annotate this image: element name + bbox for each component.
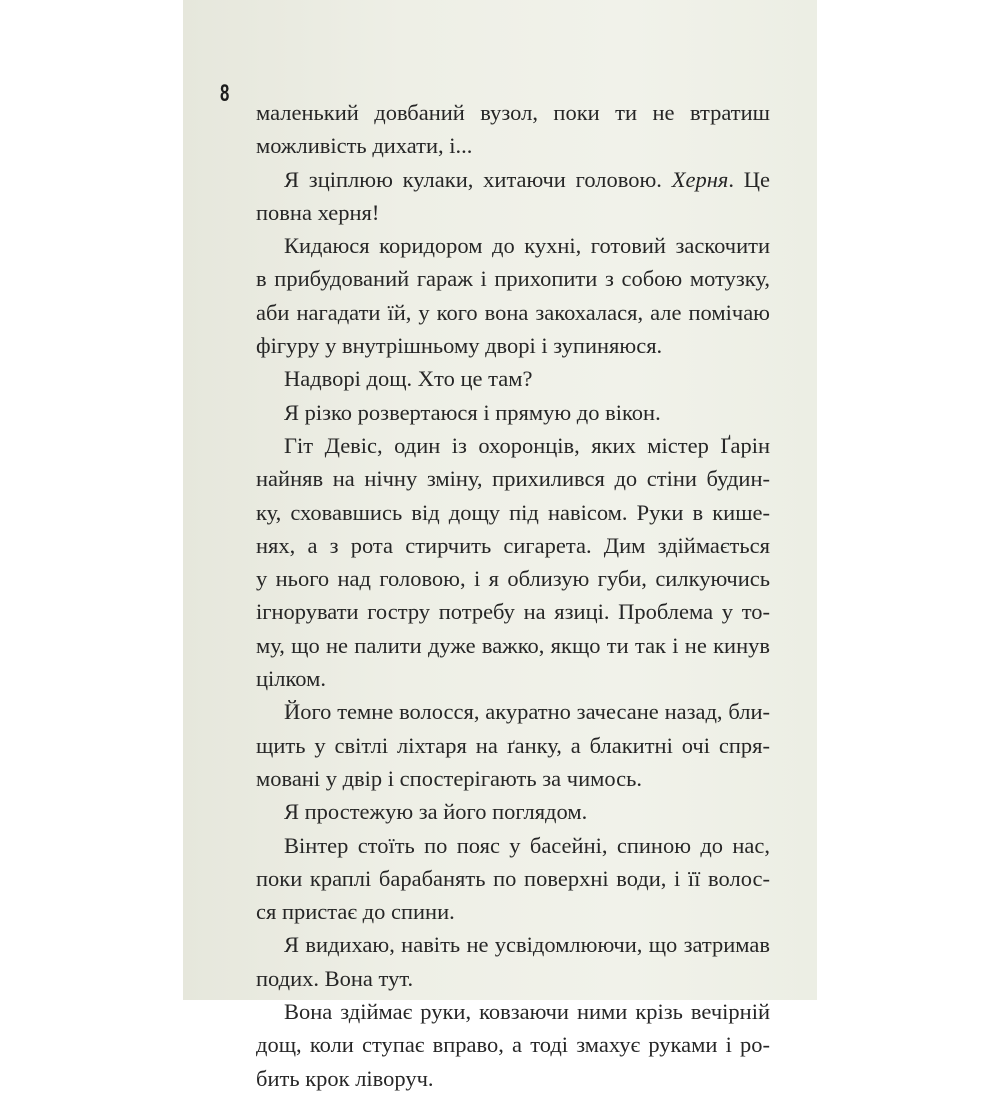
- text-line: Гіт Девіс, один із охоронців, яких містер Ґарін: [284, 432, 770, 458]
- text-line: щить у світлі ліхтаря на ґанку, а блакитні очі спря-: [256, 732, 770, 758]
- page-body-text: [256, 96, 770, 1095]
- text-line: у нього над головою, і я облизую губи, силкуючись: [256, 566, 770, 592]
- text-line: му, що не палити дуже важко, якщо ти так і не кинув: [256, 632, 770, 658]
- page-number: 8: [220, 80, 230, 107]
- text-line: фігуру у внутрішньому дворі і зупиняюся.: [256, 333, 663, 359]
- text-line: Я різко розвертаюся і прямую до вікон.: [284, 399, 661, 425]
- text-line: Надворі дощ. Хто це там?: [284, 366, 533, 392]
- text-line: мовані у двір і спостерігають за чимось.: [256, 765, 643, 791]
- text-line: Я зціплюю кулаки, хитаючи головою. Херня. Це: [284, 166, 770, 192]
- text-line: дощ, коли ступає вправо, а тоді змахує руками і ро-: [256, 1032, 770, 1058]
- text-line: бить крок ліворуч.: [256, 1065, 434, 1091]
- italic-word: Херня: [671, 166, 729, 192]
- text-line: Я простежую за його поглядом.: [284, 799, 588, 825]
- text-line: подих. Вона тут.: [256, 965, 414, 991]
- text-line: ку, сховавшись від дощу під навісом. Руки в кише-: [256, 499, 770, 525]
- text-line: Вінтер стоїть по пояс у басейні, спиною до нас,: [284, 832, 770, 858]
- text-line: поки краплі барабанять по поверхні води, і її волос-: [256, 865, 770, 891]
- text-line: можливість дихати, і...: [256, 133, 473, 159]
- text-line: найняв на нічну зміну, прихилився до стіни будин-: [256, 466, 770, 492]
- text-line: ся пристає до спини.: [256, 899, 455, 925]
- text-line: маленький довбаний вузол, поки ти не втратиш: [256, 100, 770, 125]
- text-line: Я видихаю, навіть не усвідомлюючи, що затримав: [284, 932, 770, 958]
- text-line: аби нагадати їй, у кого вона закохалася, але помічаю: [256, 299, 770, 325]
- text-line: нях, а з рота стирчить сигарета. Дим здіймається: [256, 532, 770, 558]
- text-line: повна херня!: [256, 199, 380, 225]
- text-line: цілком.: [256, 666, 326, 692]
- text-line: Кидаюся коридором до кухні, готовий заскочити: [284, 233, 770, 259]
- text-line: Його темне волосся, акуратно зачесане назад, бли-: [284, 699, 770, 725]
- text-line: в прибудований гараж і прихопити з собою мотузку,: [256, 266, 770, 292]
- text-line: ігнорувати гостру потребу на язиці. Проблема у то-: [256, 599, 770, 625]
- text-line: Вона здіймає руки, ковзаючи ними крізь вечірній: [284, 999, 770, 1025]
